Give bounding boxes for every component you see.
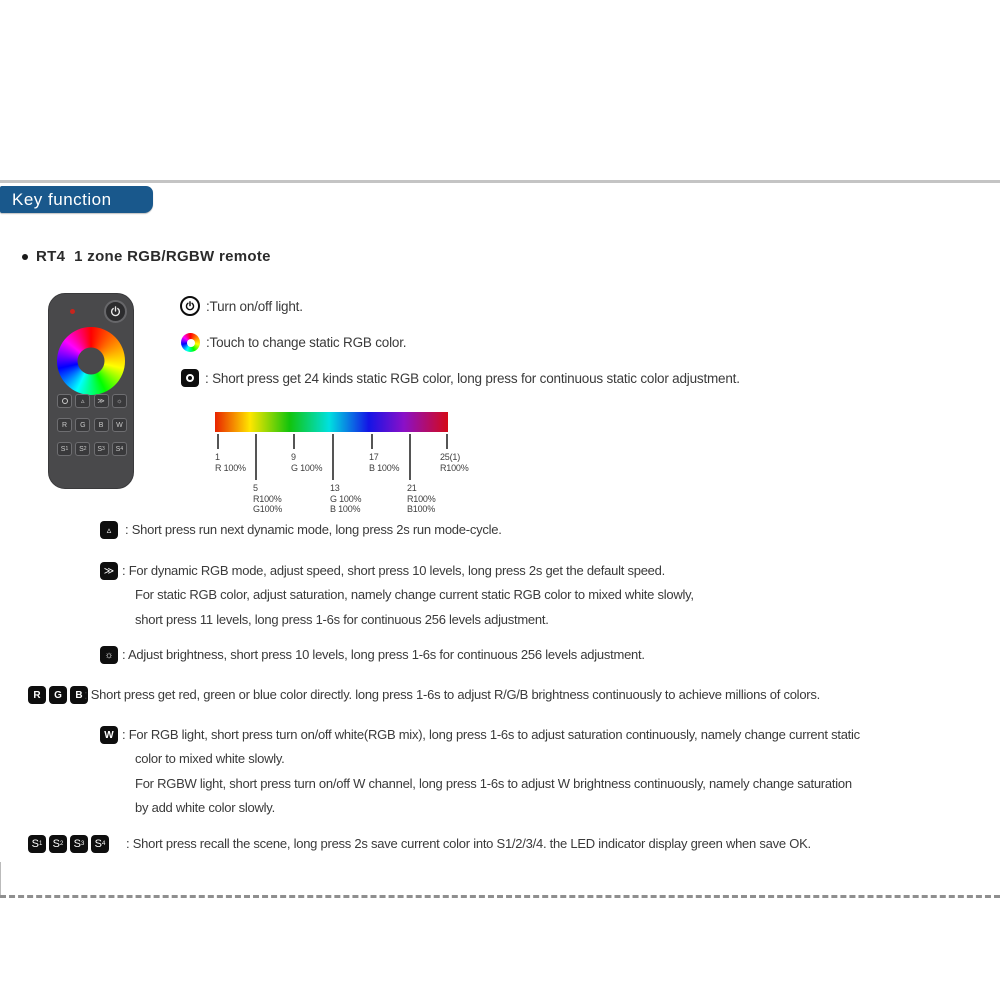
fn-mode-text: : Short press run next dynamic mode, long press 2s run mode-cycle. [125, 522, 502, 537]
scale-tick [332, 434, 334, 480]
scale-label-9: 9 G 100% [291, 452, 323, 473]
mode-button-icon: ▵ [100, 521, 118, 539]
scale-label-17: 17 B 100% [369, 452, 400, 473]
remote-brightness-button[interactable]: ☼ [112, 394, 127, 408]
remote-s2-button[interactable]: S 2 [75, 442, 90, 456]
remote-color-cycle-button[interactable] [57, 394, 72, 408]
s2-button-icon: S 2 [49, 835, 67, 853]
legend-power-text: :Turn on/off light. [206, 298, 303, 314]
remote-s4-button[interactable]: S 4 [112, 442, 127, 456]
remote-illustration [48, 293, 134, 489]
legend-wheel-text: :Touch to change static RGB color. [206, 335, 407, 350]
w-button-icon: W [100, 726, 118, 744]
remote-b-button[interactable]: B [94, 418, 109, 432]
scale-tick [255, 434, 257, 480]
legend-power [180, 296, 303, 316]
legend-color-button-text: : Short press get 24 kinds static RGB color, long press for continuous static color adjustment. [205, 370, 740, 386]
key-function-tab [0, 186, 153, 213]
fn-white-text: : For RGB light, short press turn on/off white(RGB mix), long press 1-6s to adjust saturation continuously, namely change current static [122, 727, 860, 742]
fn-white-text: color to mixed white slowly. [135, 751, 285, 767]
remote-w-button[interactable]: W [112, 418, 127, 432]
scale-label-5: 5 R100% G100% [253, 483, 283, 514]
s3-button-icon: S 3 [70, 835, 88, 853]
remote-g-button[interactable]: G [75, 418, 90, 432]
fn-rgb-text: : Short press get red, green or blue color directly. long press 1-6s to adjust R/G/B brightness continuously to achieve millions of colors. [84, 687, 820, 702]
fn-speed-text: short press 11 levels, long press 1-6s for continuous 256 levels adjustment. [135, 611, 549, 627]
scale-label-25: 25(1) R100% [440, 452, 469, 473]
speed-button-icon: ≫ [100, 562, 118, 580]
rgb-button-icons [28, 686, 88, 704]
remote-mode-button[interactable]: ▵ [75, 394, 90, 408]
section-title [22, 248, 271, 265]
led-indicator [70, 309, 75, 314]
remote-power-button[interactable] [104, 300, 127, 323]
section-title-text: RT4 1 zone RGB/RGBW remote [36, 248, 271, 265]
scale-label-13: 13 G 100% B 100% [330, 483, 362, 514]
scale-tick [446, 434, 448, 449]
rgb-wheel-icon [181, 333, 200, 352]
scale-tick [409, 434, 411, 480]
scene-button-icons [28, 835, 109, 853]
fn-white-text: by add white color slowly. [135, 799, 275, 815]
bullet-icon [22, 254, 28, 260]
fn-speed-text: For static RGB color, adjust saturation, namely change current static RGB color to mixed white slowly, [135, 587, 694, 603]
b-button-icon: B [70, 686, 88, 704]
color-scale-bar [215, 412, 448, 432]
s4-button-icon: S 4 [91, 835, 109, 853]
remote-s3-button[interactable]: S 3 [94, 442, 109, 456]
power-icon [180, 296, 200, 316]
scale-tick [371, 434, 373, 449]
fn-white-text: For RGBW light, short press turn on/off W channel, long press 1-6s to adjust W brightness continuously, namely change saturation [135, 775, 852, 791]
page-edge-mark [0, 862, 1, 896]
remote-color-wheel[interactable] [57, 327, 125, 395]
r-button-icon: R [28, 686, 46, 704]
power-icon [110, 306, 121, 317]
scale-label-1: 1 R 100% [215, 452, 246, 473]
key-function-label: Key function [12, 189, 112, 209]
legend-wheel [181, 333, 406, 352]
bottom-dashed-divider [0, 895, 1000, 898]
remote-button-grid [57, 394, 127, 456]
scale-tick [293, 434, 295, 449]
color-cycle-button-icon [181, 369, 199, 387]
brightness-button-icon: ☼ [100, 646, 118, 664]
legend-color-button [181, 369, 740, 387]
remote-r-button[interactable]: R [57, 418, 72, 432]
remote-s1-button[interactable]: S 1 [57, 442, 72, 456]
fn-scene-text: : Short press recall the scene, long press 2s save current color into S1/2/3/4. the LED indicator display green when save OK. [126, 836, 811, 851]
g-button-icon: G [49, 686, 67, 704]
color-wheel-center [78, 348, 105, 375]
fn-brightness-text: : Adjust brightness, short press 10 levels, long press 1-6s for continuous 256 levels adjustment. [122, 647, 645, 662]
fn-speed-text: : For dynamic RGB mode, adjust speed, short press 10 levels, long press 2s get the default speed. [122, 563, 665, 578]
s1-button-icon: S 1 [28, 835, 46, 853]
header-divider [0, 180, 1000, 183]
scale-tick [217, 434, 219, 449]
remote-speed-button[interactable]: ≫ [94, 394, 109, 408]
scale-label-21: 21 R100% B100% [407, 483, 436, 514]
